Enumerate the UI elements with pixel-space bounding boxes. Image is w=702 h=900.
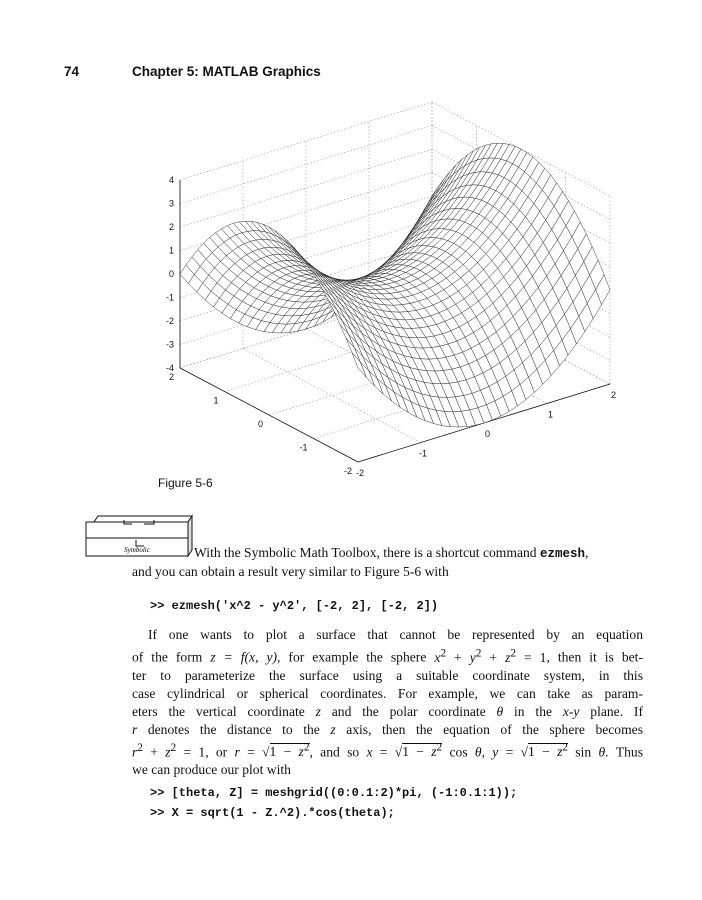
z-tick-label: 3 bbox=[168, 198, 174, 209]
code-sqrt-cos: >> X = sqrt(1 - Z.^2).*cos(theta); bbox=[150, 806, 395, 820]
z-tick-label: -3 bbox=[165, 339, 174, 350]
mesh-surface bbox=[180, 143, 610, 427]
y-tick-label: 0 bbox=[257, 419, 263, 429]
ezmesh-command: ezmesh bbox=[539, 547, 585, 561]
paragraph-ezmesh bbox=[132, 544, 643, 581]
y-tick-label: 1 bbox=[213, 395, 219, 406]
code-meshgrid: >> [theta, Z] = meshgrid((0:0.1:2)*pi, (-1:0.1:1)); bbox=[150, 786, 518, 800]
code-ezmesh: >> ezmesh('x^2 - y^2', [-2, 2], [-2, 2]) bbox=[150, 599, 439, 613]
figure-caption: Figure 5-6 bbox=[158, 476, 213, 490]
para1-line1: With the Symbolic Math Toolbox, there is a shortcut command ezmesh, bbox=[194, 545, 589, 561]
x-tick-label: -2 bbox=[355, 468, 364, 478]
z-tick-label: 2 bbox=[168, 222, 174, 232]
toolbox-label: Symbolic bbox=[124, 546, 150, 554]
sphere-equation: $x^2 + y^2 + z^2 = 1$ bbox=[434, 647, 547, 665]
z-tick-label: -1 bbox=[165, 292, 174, 303]
z-tick-label: -2 bbox=[165, 316, 174, 326]
paragraph-parameterize: If one wants to plot a surface that cannot be represented by an equation of the form z = f(x, y), for example the sphere $x^2 + y^2 + z^2 = 1$, then it is bet- ter to parameterize the surface using a suitable coordinate system, in this case cylindrical or spherical coordinates. For example, we can take as param- eters the vertical coordinate z and the polar coordinate θ in the x-y plane. If r denotes the distance to the z axis, then the equation of the sphere becomes $r^2 + z^2 = 1$, or $r = √1 - z^2$, and so $x = √1 - z^2$ cos θ, $y = √1 - z^2$ sin θ. Thus we can produce our plot with bbox=[132, 627, 644, 778]
z-tick-label: -4 bbox=[165, 363, 174, 373]
para1-line2: and you can obtain a result very similar to Figure 5-6 with bbox=[132, 564, 449, 579]
y-tick-label: 2 bbox=[168, 372, 174, 382]
surface-plot bbox=[140, 128, 640, 478]
page-number: 74 bbox=[64, 64, 80, 79]
y-tick-label: -2 bbox=[343, 466, 352, 476]
z-tick-label: 0 bbox=[168, 269, 174, 279]
chapter-title: Chapter 5: MATLAB Graphics bbox=[132, 64, 321, 79]
x-tick-label: 0 bbox=[484, 429, 490, 439]
equation-z-fxy: z = f(x, y) bbox=[210, 649, 278, 665]
y-axis bbox=[180, 368, 358, 462]
y-tick-label: -1 bbox=[299, 442, 308, 453]
z-tick-label: 4 bbox=[168, 175, 174, 185]
x-tick-label: 1 bbox=[547, 409, 553, 420]
x-tick-label: 2 bbox=[610, 390, 616, 400]
x-tick-label: -1 bbox=[418, 448, 427, 459]
z-tick-label: 1 bbox=[168, 245, 174, 256]
